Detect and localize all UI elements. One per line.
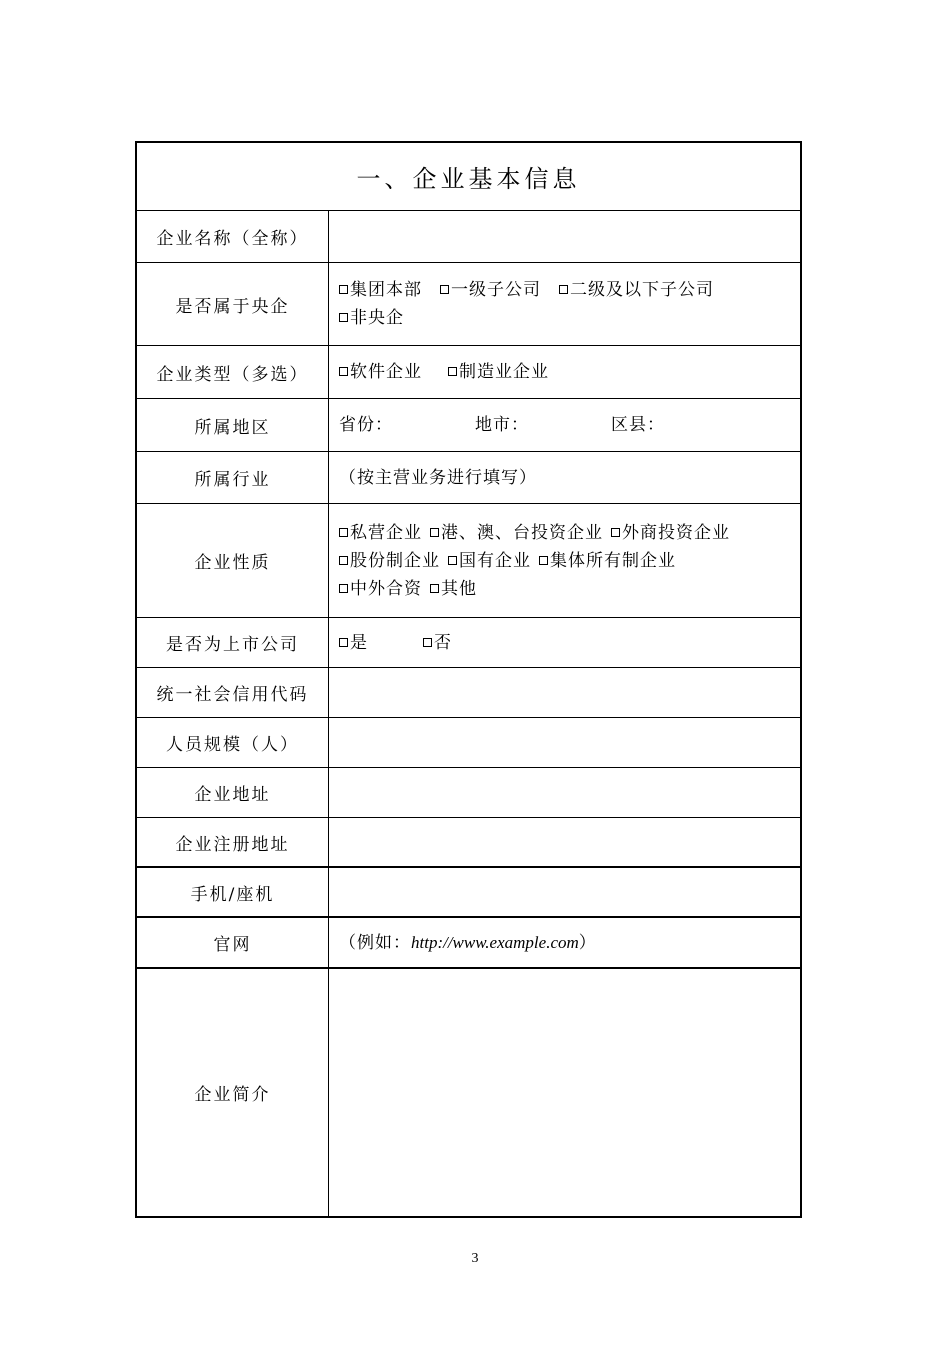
- label-nature: 企业性质: [137, 504, 329, 617]
- checkbox-icon[interactable]: [339, 285, 348, 294]
- option-collective[interactable]: 集体所有制企业: [539, 547, 676, 575]
- field-website[interactable]: [329, 918, 800, 967]
- label-central-enterprise: 是否属于央企: [137, 263, 329, 345]
- county-field[interactable]: 区县：: [611, 415, 665, 435]
- label-registered-address: 企业注册地址: [137, 818, 329, 866]
- website-hint-prefix: （例如：: [339, 932, 411, 953]
- row-website: [137, 918, 800, 969]
- checkbox-icon[interactable]: [339, 367, 348, 376]
- field-phone[interactable]: [329, 868, 800, 916]
- field-region: [329, 399, 800, 451]
- row-phone: [137, 868, 800, 918]
- row-enterprise-type: [137, 346, 800, 399]
- option-foreign[interactable]: 外商投资企业: [611, 519, 730, 547]
- checkbox-icon[interactable]: [339, 638, 348, 647]
- field-address[interactable]: [329, 768, 800, 817]
- field-industry[interactable]: [329, 452, 800, 503]
- field-company-name[interactable]: [329, 210, 800, 262]
- industry-hint: （按主营业务进行填写）: [339, 467, 537, 488]
- row-central-enterprise: [137, 263, 800, 346]
- page-number: 3: [471, 1251, 479, 1266]
- field-nature: [329, 504, 800, 617]
- form-title: 一、企业基本信息: [137, 143, 800, 211]
- label-credit-code: 统一社会信用代码: [137, 668, 329, 717]
- website-hint-suffix: ）: [578, 932, 597, 953]
- checkbox-icon[interactable]: [339, 528, 348, 537]
- label-website: 官网: [137, 918, 329, 967]
- option-non-central[interactable]: 非央企: [339, 304, 404, 332]
- field-listed: [329, 618, 800, 667]
- option-manufacturing[interactable]: 制造业企业: [448, 358, 549, 386]
- option-listed-yes[interactable]: 是: [339, 629, 423, 657]
- row-company-name: [137, 210, 800, 263]
- option-state-owned[interactable]: 国有企业: [448, 547, 531, 575]
- field-staff-size[interactable]: [329, 718, 800, 767]
- checkbox-icon[interactable]: [448, 367, 457, 376]
- option-private[interactable]: 私营企业: [339, 519, 422, 547]
- checkbox-icon[interactable]: [430, 528, 439, 537]
- checkbox-icon[interactable]: [611, 528, 620, 537]
- row-region: [137, 399, 800, 452]
- city-field[interactable]: 地市：: [475, 415, 529, 435]
- option-software[interactable]: 软件企业: [339, 358, 422, 386]
- field-central-enterprise: [329, 263, 800, 345]
- label-region: 所属地区: [137, 399, 329, 451]
- website-example-url: http://www.example.com: [411, 932, 579, 952]
- field-registered-address[interactable]: [329, 818, 800, 866]
- checkbox-icon[interactable]: [440, 285, 449, 294]
- option-first-level-sub[interactable]: 一级子公司: [440, 276, 541, 304]
- label-address: 企业地址: [137, 768, 329, 817]
- checkbox-icon[interactable]: [559, 285, 568, 294]
- label-intro: 企业简介: [137, 969, 329, 1216]
- option-second-level-sub[interactable]: 二级及以下子公司: [559, 276, 714, 304]
- option-other[interactable]: 其他: [430, 575, 477, 603]
- row-staff-size: [137, 718, 800, 768]
- row-credit-code: [137, 668, 800, 718]
- label-staff-size: 人员规模（人）: [137, 718, 329, 767]
- checkbox-icon[interactable]: [339, 584, 348, 593]
- row-registered-address: [137, 818, 800, 868]
- option-hk-macao-taiwan[interactable]: 港、澳、台投资企业: [430, 519, 603, 547]
- checkbox-icon[interactable]: [339, 313, 348, 322]
- label-enterprise-type: 企业类型（多选）: [137, 346, 329, 398]
- label-industry: 所属行业: [137, 452, 329, 503]
- option-joint-stock[interactable]: 股份制企业: [339, 547, 440, 575]
- row-intro: [137, 969, 800, 1216]
- label-listed: 是否为上市公司: [137, 618, 329, 667]
- province-field[interactable]: 省份：: [339, 415, 393, 435]
- checkbox-icon[interactable]: [448, 556, 457, 565]
- checkbox-icon[interactable]: [430, 584, 439, 593]
- option-listed-no[interactable]: 否: [423, 629, 452, 657]
- row-address: [137, 768, 800, 818]
- row-nature: [137, 504, 800, 618]
- checkbox-icon[interactable]: [539, 556, 548, 565]
- field-enterprise-type: [329, 346, 800, 398]
- option-sino-foreign[interactable]: 中外合资: [339, 575, 422, 603]
- row-industry: [137, 452, 800, 504]
- field-credit-code[interactable]: [329, 668, 800, 717]
- checkbox-icon[interactable]: [339, 556, 348, 565]
- label-company-name: 企业名称（全称）: [137, 210, 329, 262]
- row-listed: [137, 618, 800, 668]
- checkbox-icon[interactable]: [423, 638, 432, 647]
- label-phone: 手机/座机: [137, 868, 329, 916]
- enterprise-info-form: [135, 141, 802, 1218]
- option-group-hq[interactable]: 集团本部: [339, 276, 422, 304]
- field-intro[interactable]: [329, 969, 800, 1216]
